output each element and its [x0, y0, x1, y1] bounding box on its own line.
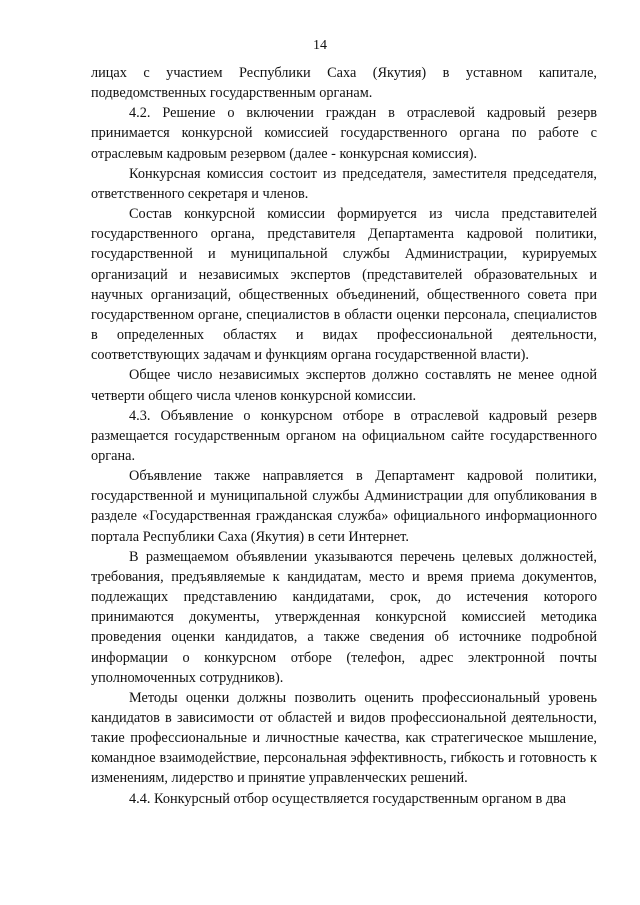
paragraph-commission-members: Конкурсная комиссия состоит из председателя, заместителя председателя, ответственного секретаря и членов. [91, 165, 597, 202]
paragraph-announcement-contents: В размещаемом объявлении указываются перечень целевых должностей, требования, предъявляемые к кандидатам, место и время приема документов, подлежащих представлению кандидатами, срок, до истечения которого принимаются документы, утвержденная конкурсной комиссией методика проведения оценки кандидатов, а также сведения об источнике подробной информации о конкурсном отборе (телефон, адрес электронной почты уполномоченных сотрудников). [91, 548, 597, 686]
paragraph-4-2: 4.2. Решение о включении граждан в отраслевой кадровый резерв принимается конкурсной комиссией государственного органа по работе с отраслевым кадровым резервом (далее - конкурсная комиссия). [91, 105, 597, 162]
paragraph-independent-experts: Общее число независимых экспертов должно составлять не менее одной четверти общего числа членов конкурсной комиссии. [91, 367, 597, 404]
paragraph-announcement-publication: Объявление также направляется в Департамент кадровой политики, государственной и муниципальной службы Администрации для опубликования в разделе «Государственная гражданская служба» официального информационного портала Республики Саха (Якутия) в сети Интернет. [91, 468, 597, 545]
paragraph-continuation: лицах с участием Республики Саха (Якутия) в уставном капитале, подведомственных государственным органам. [91, 65, 597, 102]
document-body [91, 63, 597, 809]
paragraph-4-3: 4.3. Объявление о конкурсном отборе в отраслевой кадровый резерв размещается государственным органом на официальном сайте государственного органа. [91, 407, 597, 464]
paragraph-commission-composition: Состав конкурсной комиссии формируется из числа представителей государственного органа, представителя Департамента кадровой политики, государственной и муниципальной службы Администрации, курируемых организаций и независимых экспертов (представителей образовательных и научных организаций, общественных объединений, общественного совета при государственном органе, специалистов в области оценки персонала, специалистов в определенных областях и видах профессиональной деятельности, соответствующих задачам и функциям органа государственной власти). [91, 206, 597, 364]
page-number: 14 [313, 38, 327, 53]
paragraph-assessment-methods: Методы оценки должны позволить оценить профессиональный уровень кандидатов в зависимости от областей и видов профессиональной деятельности, такие профессиональные и личностные качества, как стратегическое мышление, командное взаимодействие, персональная эффективность, гибкость и готовность к изменениям, лидерство и принятие управленческих решений. [91, 689, 597, 787]
paragraph-4-4: 4.4. Конкурсный отбор осуществляется государственным органом в два [129, 790, 566, 807]
